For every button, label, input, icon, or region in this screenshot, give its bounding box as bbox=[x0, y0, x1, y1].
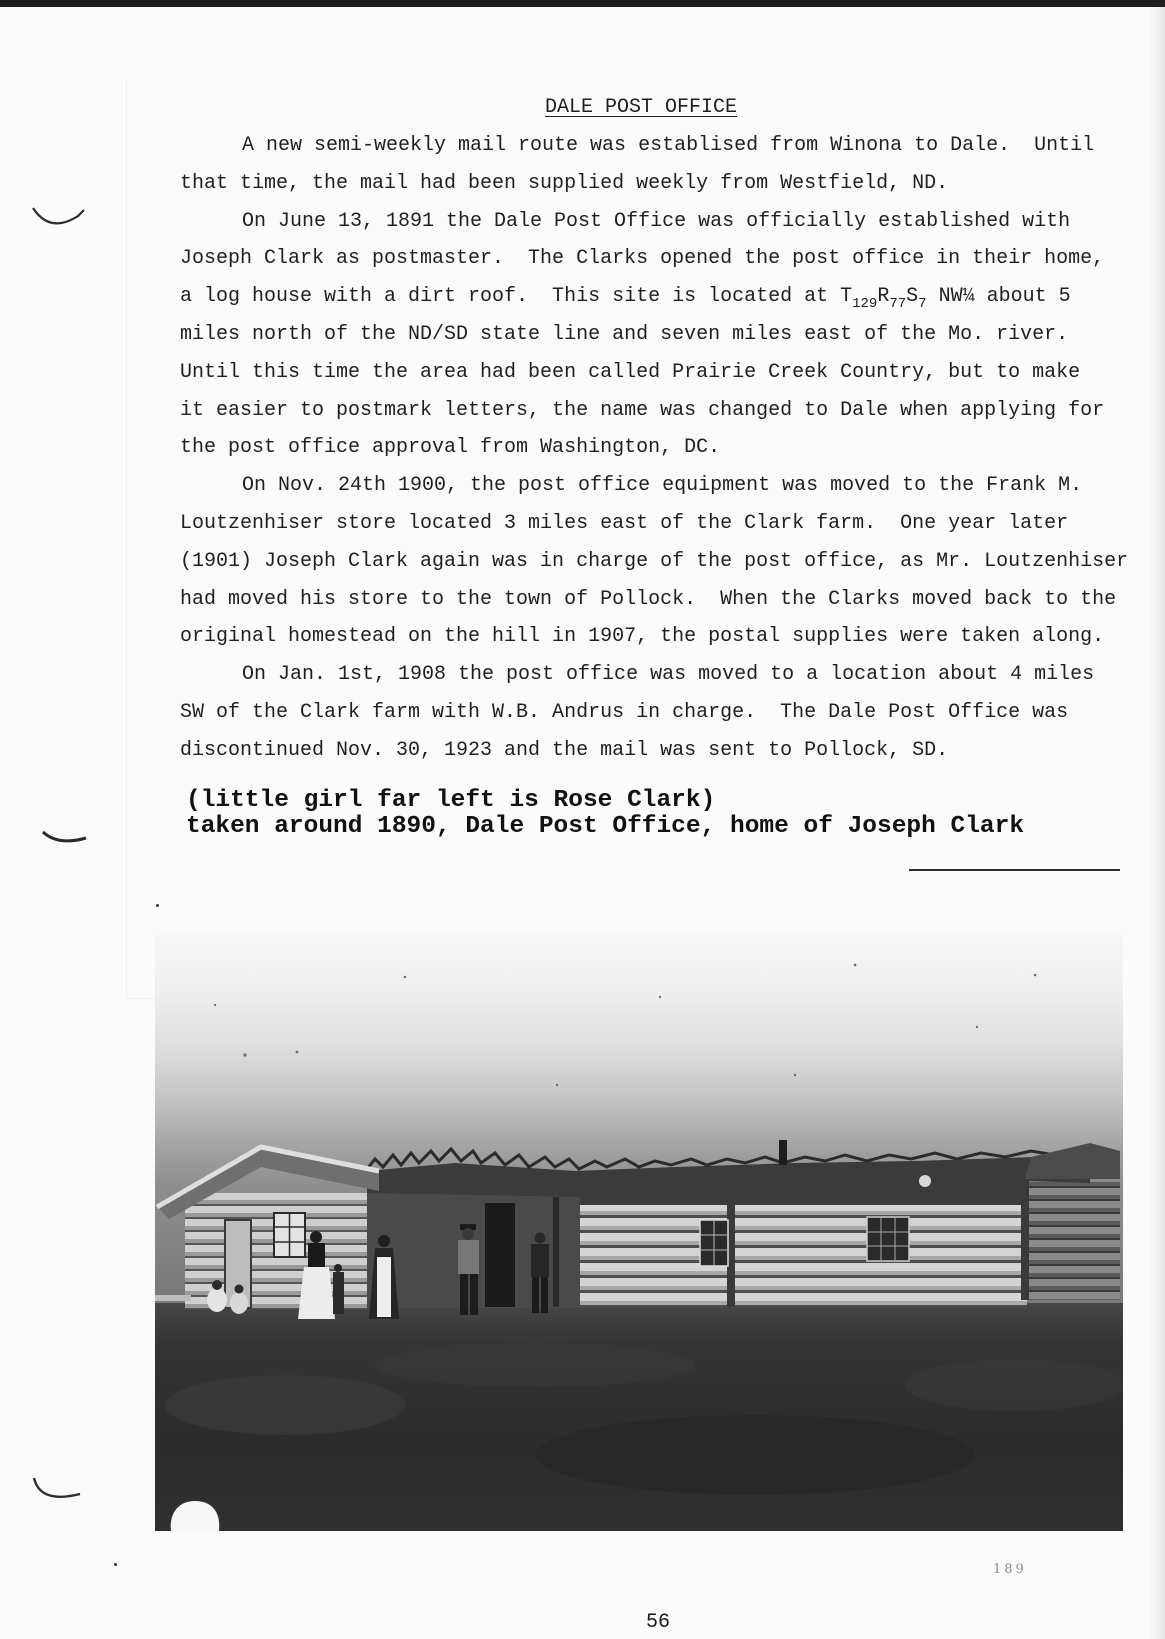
photo-details bbox=[155, 935, 1123, 1531]
scan-top-edge bbox=[0, 0, 1165, 7]
body-text-line: miles north of the ND/SD state line and seven miles east of the Mo. river. bbox=[180, 322, 1069, 346]
man-figure bbox=[458, 1224, 479, 1315]
chimney bbox=[779, 1140, 787, 1165]
body-text-line: Joseph Clark as postmaster. The Clarks opened the post office in their home, bbox=[180, 247, 1105, 271]
caption-line: taken around 1890, Dale Post Office, home of Joseph Clark bbox=[186, 813, 1025, 840]
body-text-line: original homestead on the hill in 1907, the postal supplies were taken along. bbox=[180, 625, 1105, 649]
bench bbox=[155, 1295, 191, 1301]
page-title: DALE POST OFFICE bbox=[545, 96, 738, 119]
body-text-line: (1901) Joseph Clark again was in charge of the post office, as Mr. Loutzenhiser bbox=[180, 549, 1129, 573]
section-number: 7 bbox=[918, 296, 927, 313]
child-figure bbox=[333, 1264, 344, 1314]
sod-roof bbox=[367, 1157, 1090, 1205]
body-text bbox=[180, 127, 1140, 770]
horizontal-rule bbox=[909, 869, 1120, 871]
photograph bbox=[155, 935, 1123, 1531]
body-text-line-legal-description bbox=[180, 278, 1140, 316]
body-text-line: On Nov. 24th 1900, the post office equipment was moved to the Frank M. bbox=[242, 474, 1083, 498]
line-segment: R bbox=[877, 285, 890, 309]
paragraph bbox=[180, 467, 1140, 656]
body-text-line: had moved his store to the town of Pollock. When the Clarks moved back to the bbox=[180, 587, 1117, 611]
body-text-line: SW of the Clark farm with W.B. Andrus in charge. The Dale Post Office was bbox=[180, 700, 1069, 724]
man-figure bbox=[531, 1233, 549, 1314]
binder-hole-mark bbox=[30, 1474, 86, 1508]
long-cabin-window bbox=[700, 1220, 728, 1266]
township-number: 129 bbox=[852, 296, 878, 313]
line-segment: NW¼ about 5 bbox=[926, 285, 1071, 309]
paragraph bbox=[180, 127, 1140, 203]
paragraph bbox=[180, 203, 1140, 468]
body-text-line: discontinued Nov. 30, 1923 and the mail was sent to Pollock, SD. bbox=[180, 738, 949, 762]
body-text-line: A new semi-weekly mail route was establised from Winona to Dale. Until bbox=[242, 134, 1095, 157]
left-cabin-window bbox=[274, 1213, 305, 1257]
middle-doorway bbox=[485, 1203, 515, 1307]
body-text-line: Loutzenhiser store located 3 miles east of the Clark farm. One year later bbox=[180, 511, 1069, 535]
left-cabin-roof bbox=[157, 1147, 379, 1219]
body-text-line: Until this time the area had been called Prairie Creek Country, but to make bbox=[180, 360, 1081, 384]
caption-line: (little girl far left is Rose Clark) bbox=[186, 787, 716, 814]
range-number: 77 bbox=[889, 296, 907, 313]
scan-speck bbox=[156, 904, 159, 907]
long-cabin-window bbox=[867, 1217, 909, 1261]
body-text-line: it easier to postmark letters, the name was changed to Dale when applying for bbox=[180, 398, 1105, 422]
handwritten-note: 189 bbox=[993, 1562, 1027, 1577]
binder-hole-mark bbox=[30, 200, 86, 234]
woman-figure bbox=[369, 1235, 399, 1319]
page-number: 56 bbox=[646, 1611, 671, 1634]
scan-speck bbox=[114, 1563, 117, 1566]
middle-post bbox=[553, 1197, 559, 1307]
body-text-line: the post office approval from Washington, DC. bbox=[180, 436, 721, 460]
scan-right-edge bbox=[1151, 7, 1165, 1639]
roof-light-spot bbox=[919, 1175, 931, 1187]
photo-damage-spot bbox=[171, 1501, 220, 1531]
sky-specks bbox=[214, 964, 1036, 1087]
body-text-line: On June 13, 1891 the Dale Post Office was officially established with bbox=[242, 209, 1071, 233]
binder-hole-mark bbox=[40, 826, 96, 860]
ground-texture bbox=[165, 1343, 1123, 1495]
body-text-line: that time, the mail had been supplied weekly from Westfield, ND. bbox=[180, 171, 949, 195]
line-segment: S bbox=[906, 285, 919, 309]
line-segment: a log house with a dirt roof. This site is located at T bbox=[180, 285, 853, 309]
cabin-corner-post bbox=[1021, 1180, 1029, 1300]
body-text-line: On Jan. 1st, 1908 the post office was moved to a location about 4 miles bbox=[242, 663, 1095, 687]
paragraph bbox=[180, 656, 1140, 769]
right-end-roof bbox=[1025, 1143, 1120, 1179]
photo-caption bbox=[186, 788, 1024, 840]
